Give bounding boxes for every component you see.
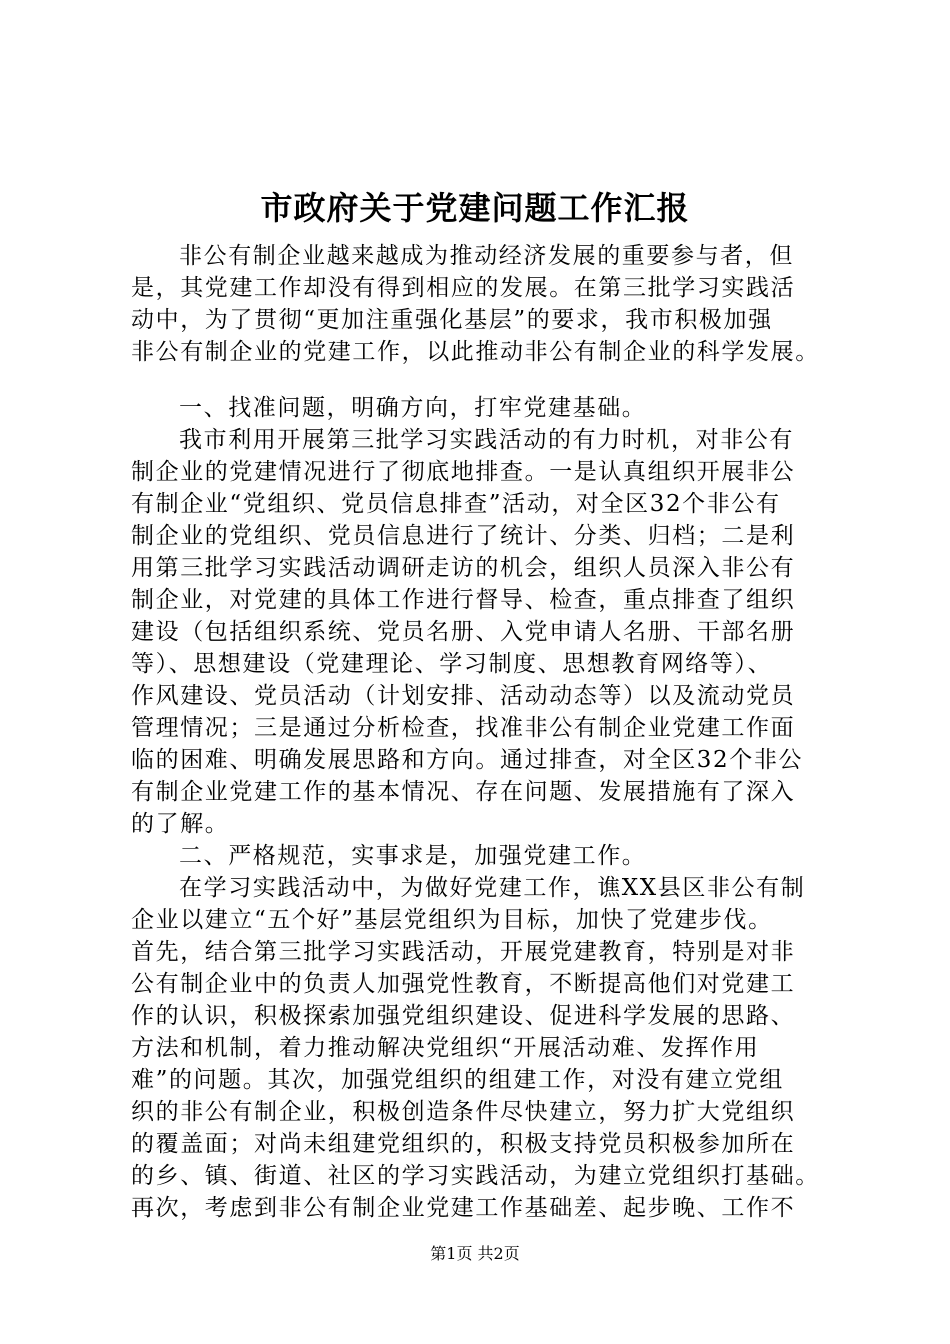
paragraph-line: 作的认识，积极探索加强党组织建设、促进科学发展的思路、 [131,1003,796,1029]
paragraph-line: 建设（包括组织系统、党员名册、入党申请人名册、干部名册 [131,619,796,645]
paragraph-line: 有制企业“党组织、党员信息排查”活动，对全区32个非公有 [131,491,781,517]
paragraph-line: 临的困难、明确发展思路和方向。通过排查，对全区32个非公 [131,747,804,773]
paragraph-line: 非公有制企业的党建工作，以此推动非公有制企业的科学发展。 [131,339,820,365]
section-heading: 一、找准问题，明确方向，打牢党建基础。 [179,395,647,421]
document-title: 市政府关于党建问题工作汇报 [260,189,690,227]
paragraph-line: 的覆盖面；对尚未组建党组织的，积极支持党员积极参加所在 [131,1131,796,1157]
paragraph-line: 难”的问题。其次，加强党组织的组建工作，对没有建立党组 [131,1067,784,1093]
paragraph-line: 织的非公有制企业，积极创造条件尽快建立，努力扩大党组织 [131,1099,796,1125]
document-body [131,240,831,1224]
paragraph-line: 企业以建立“五个好”基层党组织为目标，加快了党建步伐。 [131,907,773,933]
paragraph-line: 制企业的党建情况进行了彻底地排查。一是认真组织开展非公 [131,459,796,485]
paragraph-line: 的了解。 [131,811,230,837]
paragraph-line: 制企业的党组织、党员信息进行了统计、分类、归档；二是利 [131,523,796,549]
paragraph-line: 首先，结合第三批学习实践活动，开展党建教育，特别是对非 [131,939,796,965]
paragraph-gap [131,368,831,392]
section-heading: 二、严格规范，实事求是，加强党建工作。 [179,843,647,869]
paragraph-line: 管理情况；三是通过分析检查，找准非公有制企业党建工作面 [131,715,796,741]
paragraph-line: 方法和机制，着力推动解决党组织“开展活动难、发挥作用 [131,1035,760,1061]
paragraph-line: 非公有制企业越来越成为推动经济发展的重要参与者，但 [179,243,794,269]
paragraph-line: 制企业，对党建的具体工作进行督导、检查，重点排查了组织 [131,587,796,613]
paragraph-line: 的乡、镇、街道、社区的学习实践活动，为建立党组织打基础。 [131,1163,820,1189]
paragraph-line: 有制企业党建工作的基本情况、存在问题、发展措施有了深入 [131,779,796,805]
paragraph-line: 公有制企业中的负责人加强党性教育，不断提高他们对党建工 [131,971,796,997]
paragraph-line: 作风建设、党员活动（计划安排、活动动态等）以及流动党员 [131,683,796,709]
paragraph-line: 动中，为了贯彻“更加注重强化基层”的要求，我市积极加强 [131,307,773,333]
page-number-footer: 第1页 共2页 [430,1244,520,1263]
paragraph-line: 用第三批学习实践活动调研走访的机会，组织人员深入非公有 [131,555,796,581]
paragraph-line: 我市利用开展第三批学习实践活动的有力时机，对非公有 [179,427,794,453]
paragraph-line: 在学习实践活动中，为做好党建工作，谯XX县区非公有制 [179,875,806,901]
paragraph-line: 等）、思想建设（党建理论、学习制度、思想教育网络等）、 [131,651,773,677]
paragraph-line: 是，其党建工作却没有得到相应的发展。在第三批学习实践活 [131,275,796,301]
paragraph-line: 再次，考虑到非公有制企业党建工作基础差、起步晚、工作不 [131,1195,796,1221]
